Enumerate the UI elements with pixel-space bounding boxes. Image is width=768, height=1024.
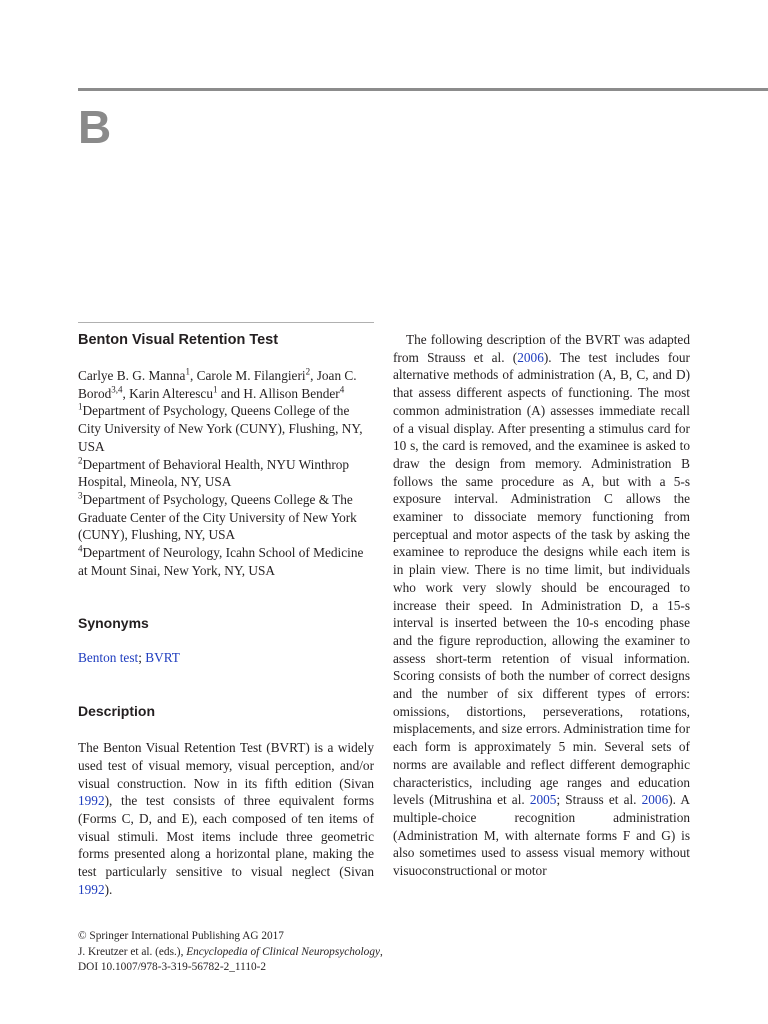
text-run: ; Strauss et al. xyxy=(556,792,642,808)
author-sup: 1 xyxy=(185,366,190,377)
affiliation-sup: 3 xyxy=(78,490,83,501)
right-column xyxy=(393,331,690,880)
footer xyxy=(78,929,578,976)
separator: , xyxy=(122,385,126,401)
copyright-line: © Springer International Publishing AG 2017 xyxy=(78,930,284,942)
author-name: Karin Alterescu xyxy=(129,385,213,401)
text-run: ), the test consists of three equivalent forms (Forms C, D, and E), each composed of ten items of visual stimuli. Most items include three geometric forms presented along a horizontal plane, making the test particularly sensitive to visual neglect (Sivan xyxy=(78,793,374,880)
description-paragraph xyxy=(78,739,374,898)
text-run: ). The test includes four alternative methods of administration (A, B, C, and D) that assess different aspects of functioning. The most common administration (A) assesses immediate recall of a visual display. After presenting a stimulus card for 10 s, the card is removed, and the examinee is asked to draw the design from memory. Administration B follows the same procedure as A, but with a 5-s exposure interval. Administration C allows the examiner to dissociate memory functioning from perceptual and motor aspects of the task by asking the examinee to reproduce the designs while each item is in plain view. There is no time limit, but individuals who work very slowly should be encouraged to increase their speed. In Administration D, a 15-s interval is inserted between the 10-s encoding phase and the figure reproduction, allowing the examiner to assess short-term retention of visual information. Scoring consists of both the number of correct designs and the number of six different types of errors: omissions, distortions, perseverations, rotations, misplacements, and size errors. Administration time for each form is approximately 5 min. Several sets of norms are available and reflect different demographic characteristics, including age ranges and education levels (Mitrushina et al. xyxy=(393,349,690,808)
author-name: Joan C. Borod xyxy=(78,368,357,401)
affiliation xyxy=(78,491,374,544)
text-run: The Benton Visual Retention Test (BVRT) is a widely used test of visual memory, visual perception, and/or visual construction. Now in its fifth edition (Sivan xyxy=(78,740,374,791)
affiliation-text: Department of Psychology, Queens College & The Graduate Center of the City University of New York (CUNY), Flushing, NY, USA xyxy=(78,491,357,543)
top-rule xyxy=(78,88,768,91)
synonym-link-benton-test[interactable]: Benton test xyxy=(78,650,139,666)
affiliation xyxy=(78,544,374,579)
book-title: Encyclopedia of Clinical Neuropsychology xyxy=(186,945,380,958)
separator: , xyxy=(310,368,314,383)
conjunction: and xyxy=(220,385,241,401)
affiliation xyxy=(78,456,374,491)
author-name: Carlye B. G. Manna xyxy=(78,368,186,383)
affiliation-sup: 1 xyxy=(78,401,83,412)
text-run: The following description of the BVRT was adapted from Strauss et al. ( xyxy=(393,332,690,365)
affiliation-sup: 2 xyxy=(78,455,83,466)
citation-link-1992[interactable]: 1992 xyxy=(78,881,105,897)
text-run: , xyxy=(380,945,383,958)
left-column xyxy=(78,322,374,898)
separator: , xyxy=(189,368,194,383)
affiliation-text: Department of Neurology, Icahn School of Medicine at Mount Sinai, New York, NY, USA xyxy=(78,545,364,578)
doi-line: DOI 10.1007/978-3-319-56782-2_1110-2 xyxy=(78,961,267,973)
citation-link-2006[interactable]: 2006 xyxy=(641,792,669,808)
description-heading: Description xyxy=(78,703,156,720)
affiliation-text: Department of Psychology, Queens College of the City University of New York (CUNY), Flushing, NY, USA xyxy=(78,403,363,454)
citation-link-2006[interactable]: 2006 xyxy=(517,349,544,365)
administration-paragraph xyxy=(393,331,690,880)
synonym-link-bvrt[interactable]: BVRT xyxy=(145,650,180,666)
entry-title: Benton Visual Retention Test xyxy=(78,332,279,348)
author-list xyxy=(78,367,374,402)
text-run: ). xyxy=(104,881,113,897)
chapter-letter: B xyxy=(78,101,112,153)
author-sup: 4 xyxy=(339,384,345,395)
citation-link-1992[interactable]: 1992 xyxy=(78,793,105,809)
text-run: ). A multiple-choice recognition administration (Administration M, with alternate forms F and G) is also sometimes used to assess visual memory without visuoconstructional or motor xyxy=(393,792,690,879)
citation-link-2005[interactable]: 2005 xyxy=(529,792,557,808)
synonyms-heading: Synonyms xyxy=(78,615,149,632)
title-rule xyxy=(78,322,374,323)
author-sup: 1 xyxy=(212,384,218,395)
synonyms-list xyxy=(78,649,374,667)
citation-line xyxy=(78,945,578,961)
affiliation-sup: 4 xyxy=(78,543,83,554)
author-name: H. Allison Bender xyxy=(243,385,340,401)
author-sup: 3,4 xyxy=(111,384,123,395)
author-sup: 2 xyxy=(305,366,311,377)
affiliation xyxy=(78,402,374,455)
author-name: Carole M. Filangieri xyxy=(196,368,306,383)
text-run: J. Kreutzer et al. (eds.), xyxy=(78,945,187,958)
separator: ; xyxy=(138,650,142,666)
affiliation-text: Department of Behavioral Health, NYU Winthrop Hospital, Mineola, NY, USA xyxy=(78,456,350,490)
